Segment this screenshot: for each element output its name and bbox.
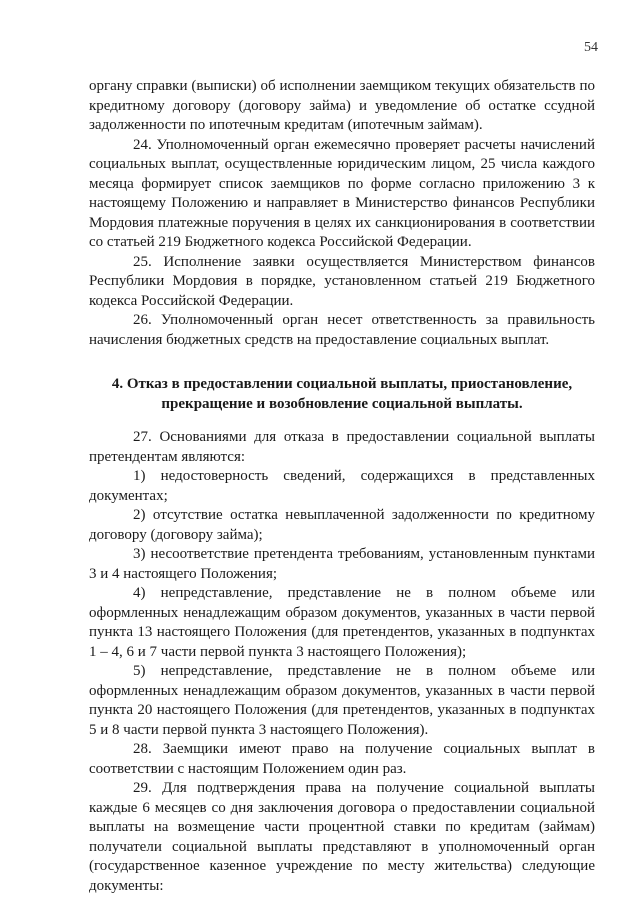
section-heading-line-2: прекращение и возобновление социальной выплаты. <box>161 396 523 412</box>
section-heading <box>89 374 595 414</box>
paragraph-26: 26. Уполномоченный орган несет ответственность за правильность начисления бюджетных средств на предоставление социальных выплат. <box>89 312 595 348</box>
list-item-4: 4) непредставление, представление не в полном объеме или оформленных ненадлежащим образом документов, указанных в части первой пункта 13 настоящего Положения (для претендентов, указанных в подпунктах 1 – 4, 6 и 7 части первой пункта 3 настоящего Положения); <box>89 585 595 660</box>
list-item-5: 5) непредставление, представление не в полном объеме или оформленных ненадлежащим образом документов, указанных в части первой пункта 20 настоящего Положения (для претендентов, указанных в подпунктах 5 и 8 части первой пункта 3 настоящего Положения). <box>89 663 595 738</box>
paragraph-24: 24. Уполномоченный орган ежемесячно проверяет расчеты начислений социальных выплат, осуществленные юридическим лицом, 25 числа каждого месяца формирует список заемщиков по форме согласно приложению 3 к настоящему Положению и направляет в Министерство финансов Республики Мордовия платежные поручения в целях их санкционирования в соответствии со статьей 219 Бюджетного кодекса Российской Федерации. <box>89 136 595 250</box>
section-heading-line-1: 4. Отказ в предоставлении социальной выплаты, приостановление, <box>111 376 573 392</box>
paragraph-27: 27. Основаниями для отказа в предоставлении социальной выплаты претендентам являются: <box>89 429 595 465</box>
paragraph-25: 25. Исполнение заявки осуществляется Министерством финансов Республики Мордовия в порядке, установленном статьей 219 Бюджетного кодекса Российской Федерации. <box>89 253 595 309</box>
list-item-2: 2) отсутствие остатка невыплаченной задолженности по кредитному договору (договору займа); <box>89 507 595 543</box>
page-number: 54 <box>584 40 598 55</box>
paragraph-continuation: органу справки (выписки) об исполнении заемщиком текущих обязательств по кредитному договору (договору займа) и уведомление об остатке ссудной задолженности по ипотечным кредитам (ипотечным займам). <box>89 78 595 133</box>
document-body <box>89 77 595 896</box>
list-item-1: 1) недостоверность сведений, содержащихся в представленных документах; <box>89 468 595 504</box>
list-item-3: 3) несоответствие претендента требованиям, установленным пунктами 3 и 4 настоящего Положения; <box>89 546 595 582</box>
paragraph-29: 29. Для подтверждения права на получение социальной выплаты каждые 6 месяцев со дня заключения договора о предоставлении социальной выплаты на возмещение части процентной ставки по кредитам (займам) получатели социальной выплаты представляют в уполномоченный орган (государственное казенное учреждение по месту жительства) следующие документы: <box>89 780 595 894</box>
paragraph-28: 28. Заемщики имеют право на получение социальных выплат в соответствии с настоящим Положением один раз. <box>89 741 595 777</box>
